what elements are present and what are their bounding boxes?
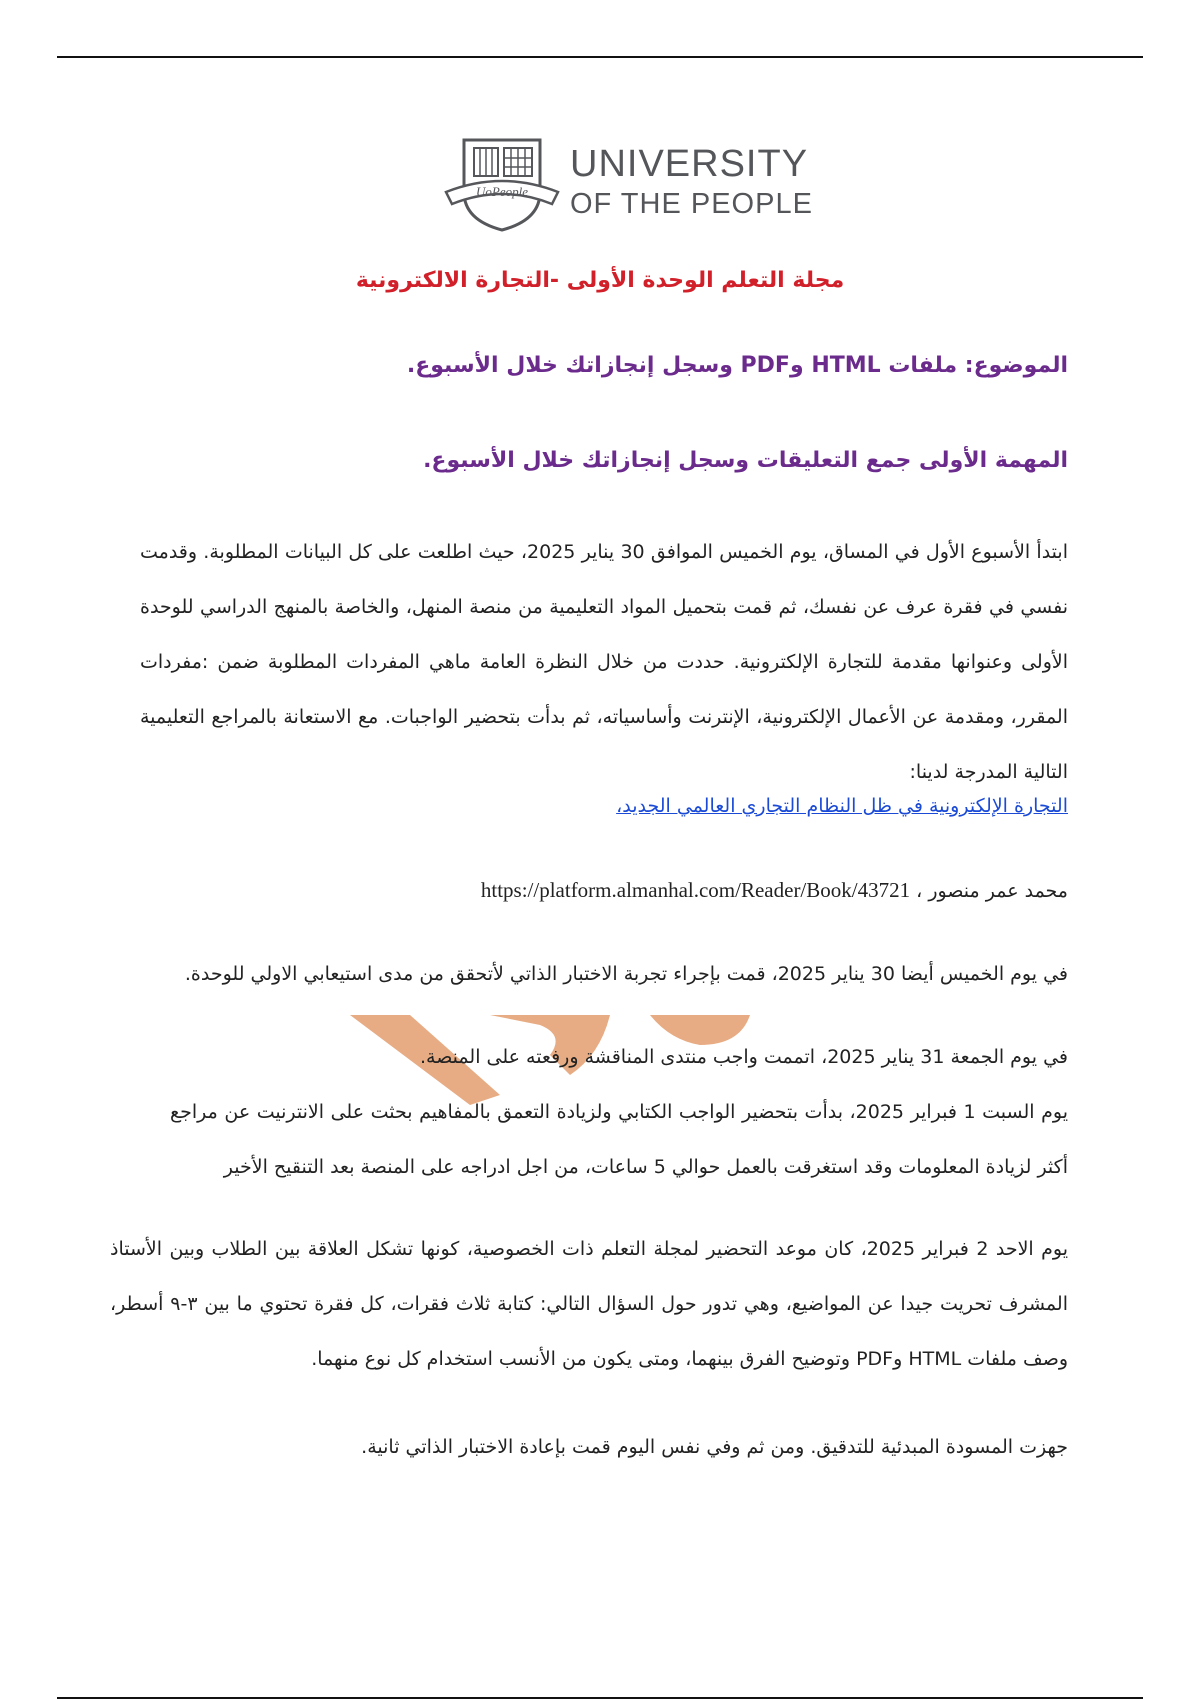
uopeople-shield-icon — [442, 134, 562, 234]
bottom-rule — [57, 1697, 1143, 1699]
logo-wordmark — [570, 144, 813, 220]
entry-draft: جهزت المسودة المبدئية للتدقيق. ومن ثم وفي نفس اليوم قمت بإعادة الاختبار الذاتي ثانية. — [361, 1436, 1068, 1458]
logo-line-of-the-people: OF THE PEOPLE — [570, 188, 813, 220]
document-title: مجلة التعلم الوحدة الأولى -التجارة الالكترونية — [355, 268, 845, 293]
intro-paragraph: ابتدأ الأسبوع الأول في المساق، يوم الخميس الموافق 30 يناير 2025، حيث اطلعت على كل البيانات المطلوبة. وقدمت نفسي في فقرة عرف عن نفسك، ثم قمت بتحميل المواد التعليمية من منصة المنهل، والخاصة بالمنهج الدراسي للوحدة الأولى وعنوانها مقدمة للتجارة الإلكترونية. حددت من خلال النظرة العامة ماهي المفردات المطلوبة ضمن :مفردات المقرر، ومقدمة عن الأعمال الإلكترونية، الإنترنت وأساسياته، ثم بدأت بتحضير الواجبات. مع الاستعانة بالمراجع التعليمية التالية المدرجة لدينا: — [140, 541, 1068, 783]
logo-line-university: UNIVERSITY — [570, 143, 809, 185]
reference-author: محمد عمر منصور ، — [916, 880, 1068, 902]
entry-sunday: يوم الاحد 2 فبراير 2025، كان موعد التحضير لمجلة التعلم ذات الخصوصية، كونها تشكل العلاقة بين الطلاب وبين الأستاذ المشرف تحريت جيدا عن المواضيع، وهي تدور حول السؤال التالي: كتابة ثلاث فقرات، كل فقرة تحتوي ما بين ٣-٩ أسطر، وصف ملفات HTML وPDF وتوضيح الفرق بينهما، ومتى يكون من الأنسب استخدام كل نوع منهما. — [110, 1238, 1068, 1370]
reference-citation — [100, 876, 1068, 905]
entry-thursday: في يوم الخميس أيضا 30 يناير 2025، قمت بإجراء تجربة الاختبار الذاتي لأتحقق من مدى استيعابي الاولي للوحدة. — [184, 963, 1068, 985]
reference-url: https://platform.almanhal.com/Reader/Book/43721 — [480, 878, 911, 902]
top-rule — [57, 56, 1143, 58]
svg-text:UoPeople: UoPeople — [476, 184, 528, 199]
subject-heading: الموضوع: ملفات HTML وPDF وسجل إنجازاتك خلال الأسبوع. — [406, 353, 1068, 378]
university-logo — [442, 134, 822, 234]
task-heading: المهمة الأولى جمع التعليقات وسجل إنجازاتك خلال الأسبوع. — [423, 448, 1068, 473]
entry-saturday: يوم السبت 1 فبراير 2025، بدأت بتحضير الواجب الكتابي ولزيادة التعمق بالمفاهيم بحثت على الانترنيت عن مراجع أكثر لزيادة المعلومات وقد استغرقت بالعمل حوالي 5 ساعات، من اجل ادراجه على المنصة بعد التنقيح الأخير — [170, 1101, 1068, 1178]
reference-link-line — [600, 792, 1068, 820]
entry-friday: في يوم الجمعة 31 يناير 2025، اتممت واجب منتدى المناقشة ورفعته على المنصة. — [419, 1046, 1068, 1068]
reference-link[interactable]: التجارة الإلكترونية في ظل النظام التجاري العالمي الجديد، — [616, 795, 1068, 817]
